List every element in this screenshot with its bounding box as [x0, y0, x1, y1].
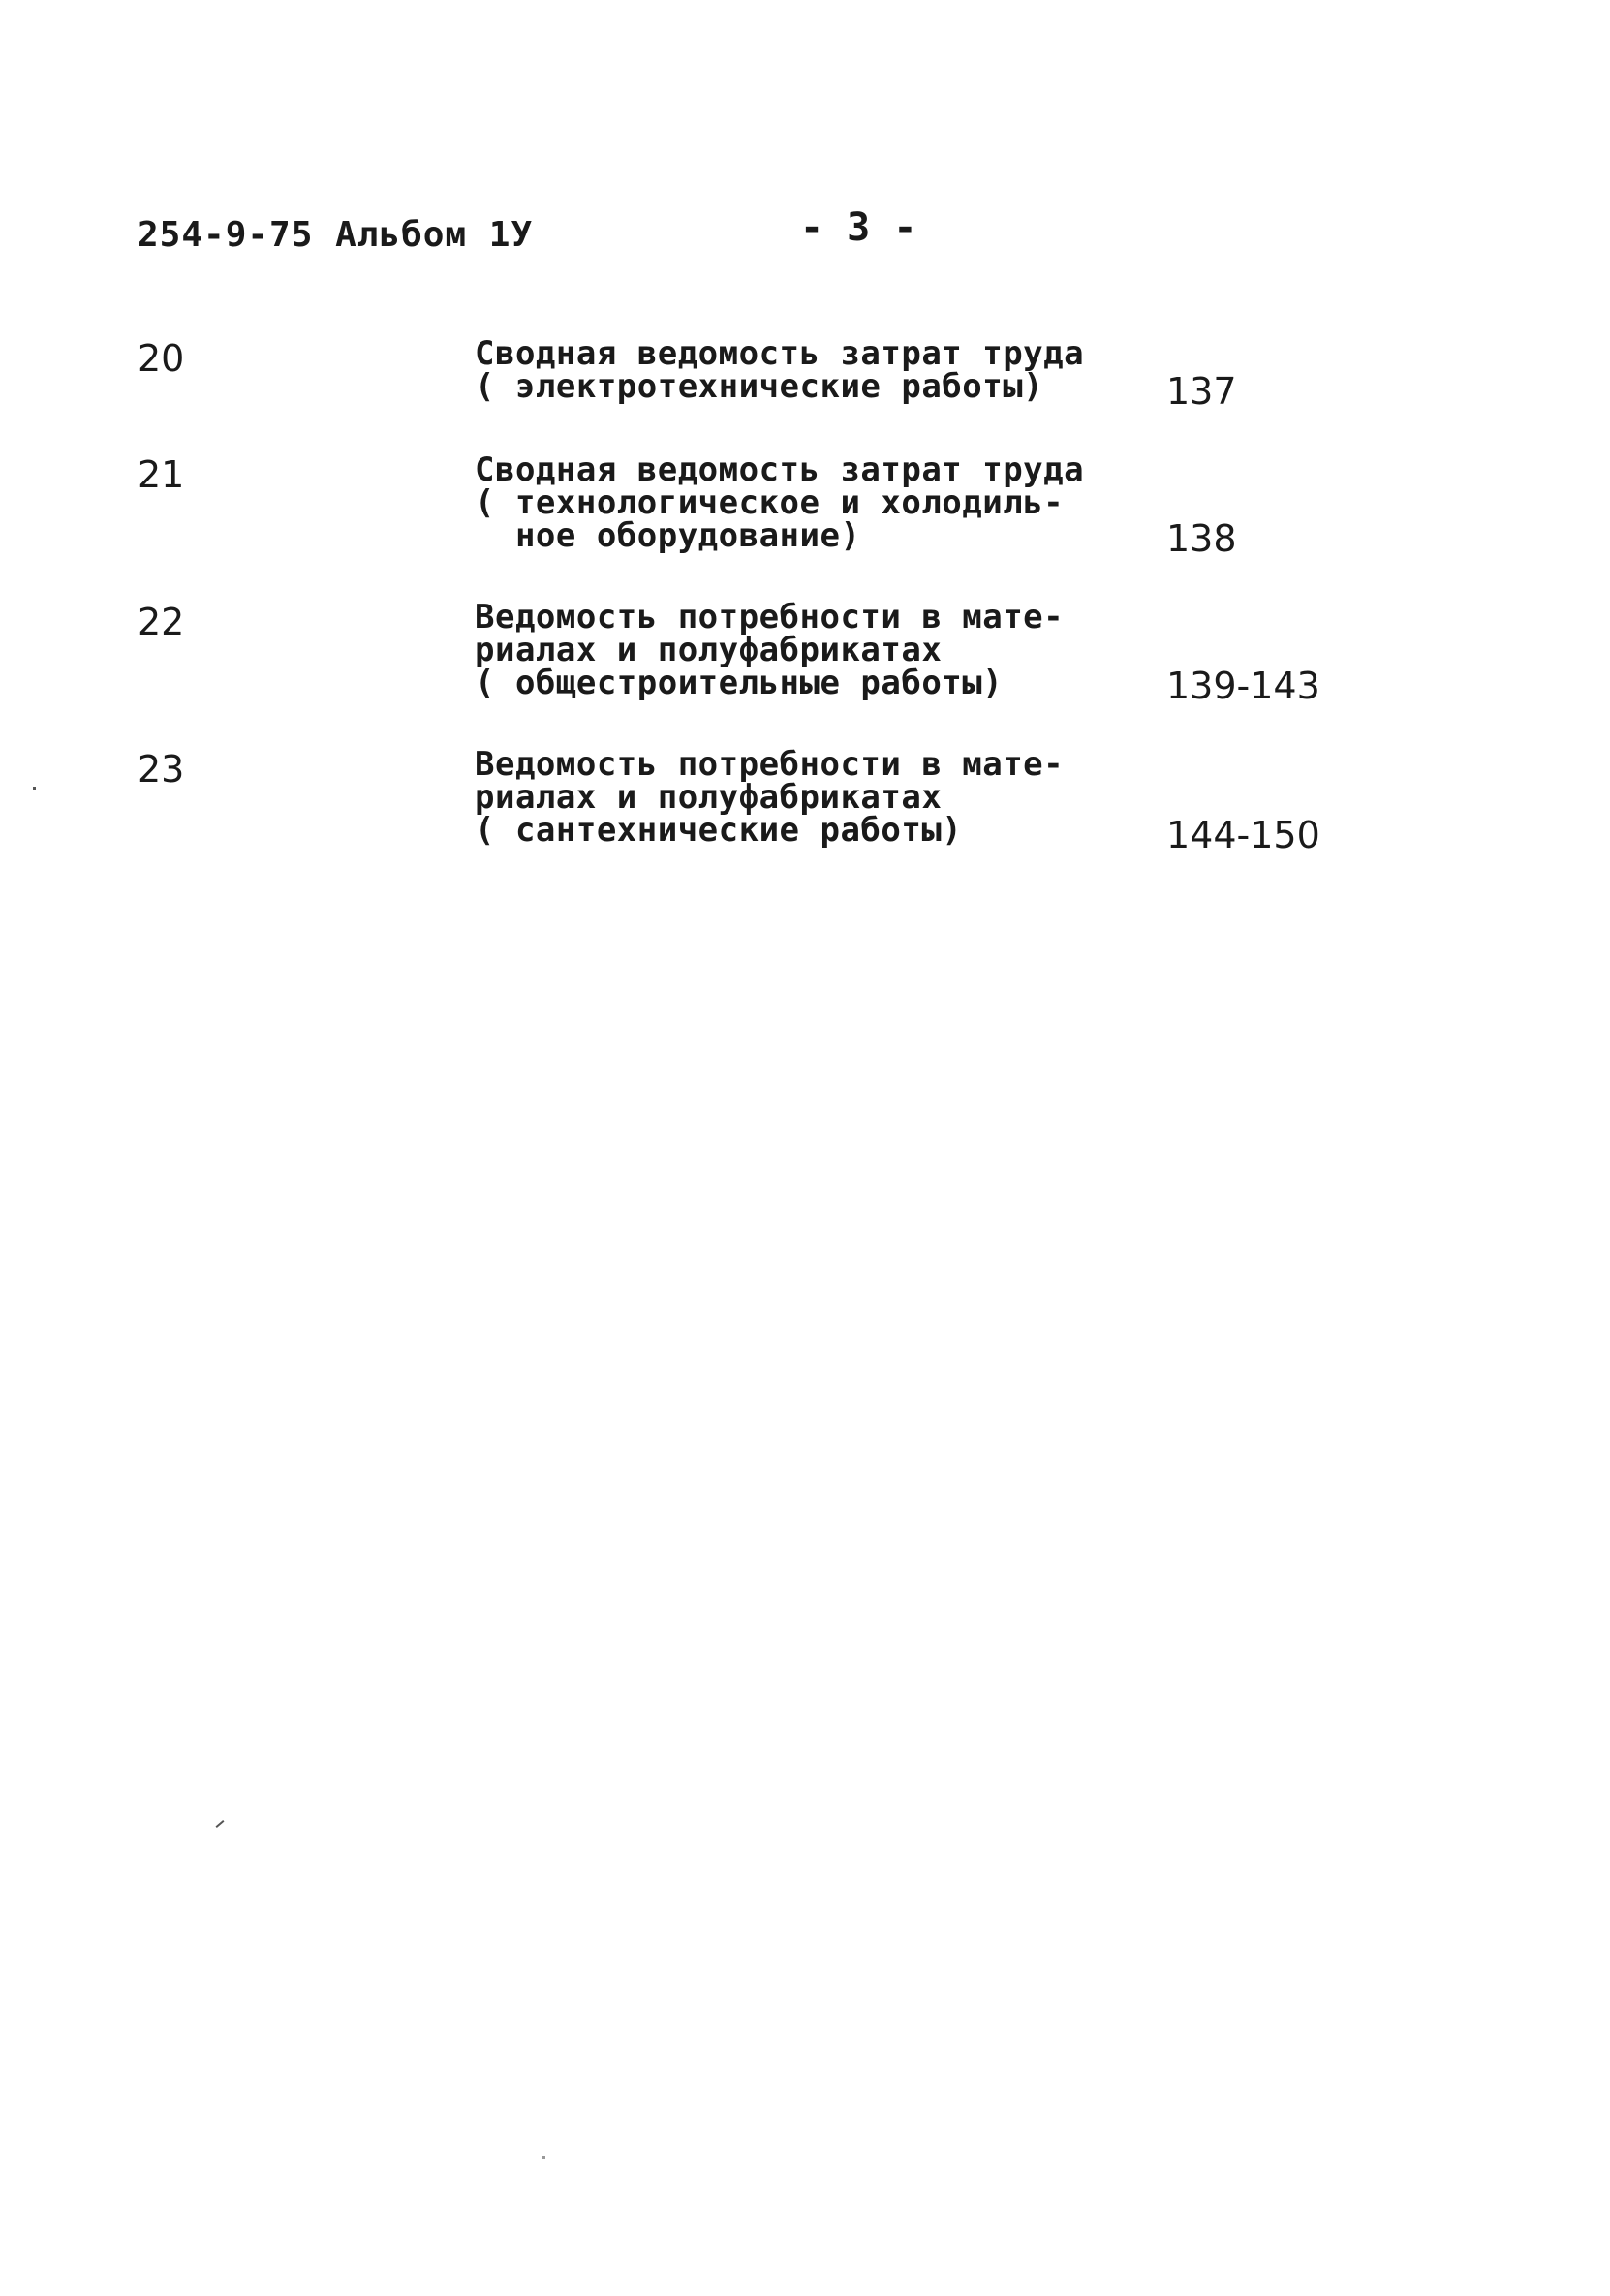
entry-title: Сводная ведомость затрат труда ( технологическое и холодиль- ное оборудование) [475, 450, 1085, 555]
entry-title: Ведомость потребности в мате- риалах и полуфабрикатах ( сантехнические работы) [475, 745, 1065, 850]
scan-speck [216, 1820, 225, 1828]
entry-title: Ведомость потребности в мате- риалах и полуфабрикатах ( общестроительные работы) [475, 598, 1065, 702]
scan-speck [542, 2156, 545, 2159]
scan-speck [33, 787, 36, 790]
page-number: - 3 - [800, 205, 917, 250]
entry-pages: 139-143 [1166, 665, 1320, 707]
entry-pages: 137 [1166, 370, 1237, 413]
entry-pages: 144-150 [1166, 814, 1320, 856]
entry-pages: 138 [1166, 517, 1237, 560]
entry-number: 22 [138, 601, 185, 643]
entry-number: 23 [138, 748, 185, 791]
document-code: 254-9-75 Альбом 1У [138, 215, 534, 255]
entry-title: Сводная ведомость затрат труда ( электротехнические работы) [475, 334, 1085, 406]
entry-number: 20 [138, 337, 185, 380]
entry-number: 21 [138, 453, 185, 496]
